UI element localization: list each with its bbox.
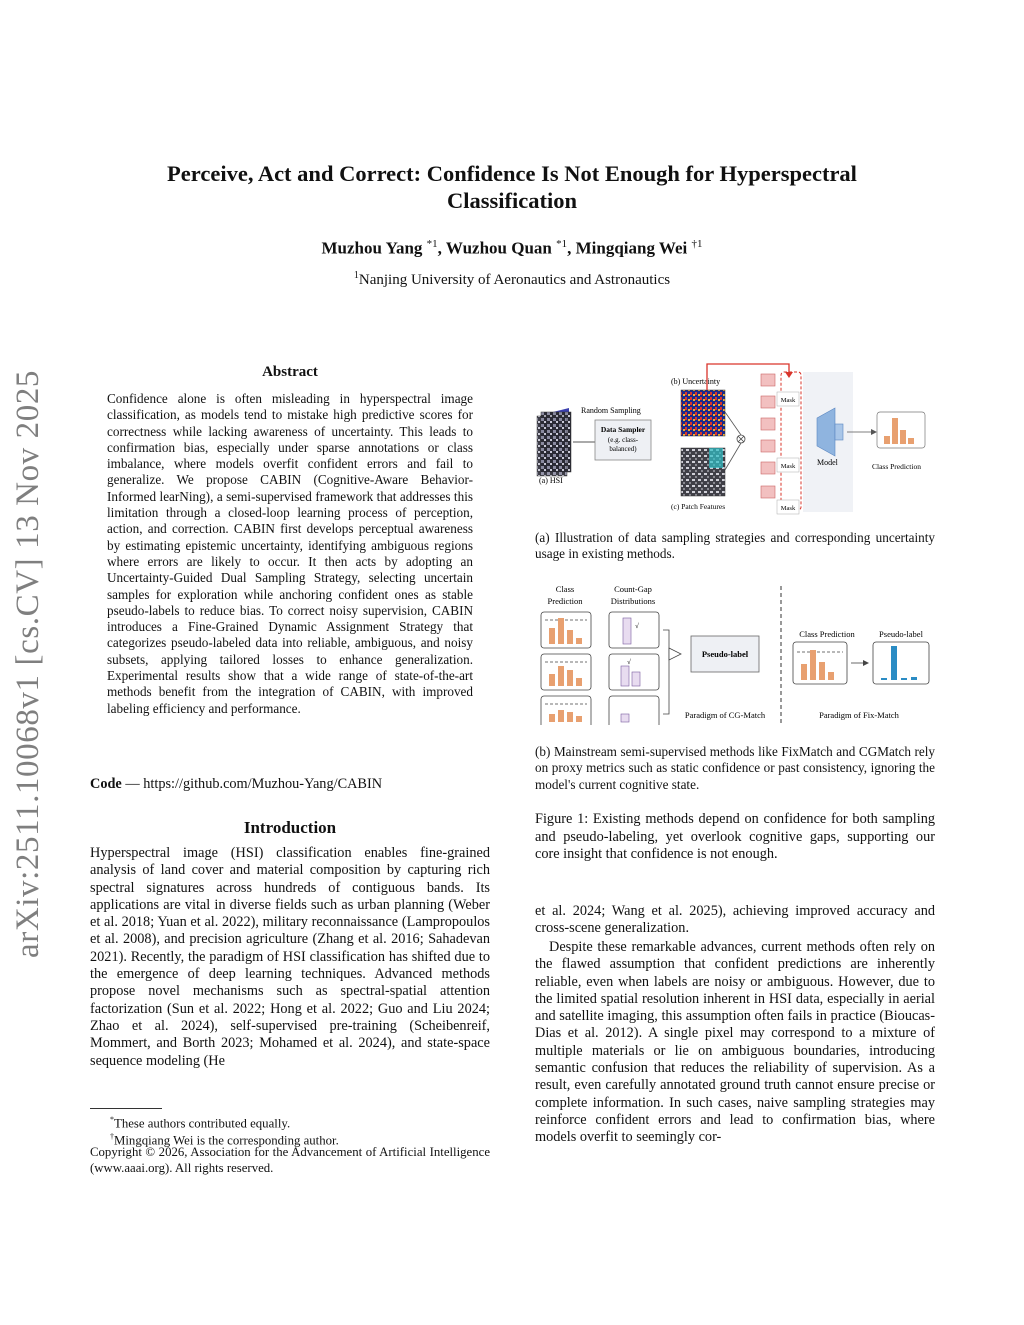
count-gap-l2: Distributions	[610, 596, 656, 606]
arrow-icon	[725, 412, 741, 435]
intro-paragraph-2: Despite these remarkable advances, current methods often rely on the flawed assumption that confident predictions are inherently reliable, even when labels are noisy or ambiguous. However, due to the limited spatial resolution inherent in HSI data, especially in aerial and satellite imaging, this assumption often fails in practice (Bioucas-Dias et al. 2012). A single pixel may correspond to a mixture of multiple materials or lie on ambiguous boundaries, introducing semantic confusion that reduces the reliability of supervision. As a result, even carefully annotated ground truth cannot ensure precise or complete information. In such cases, naive sampling strategies may reinforce confident errors and lead to confirmation bias, where models overfit to seemingly cor-	[535, 939, 935, 1146]
patch-thumb-icon	[761, 486, 775, 498]
count-gap-l1: Count-Gap	[614, 584, 652, 594]
bar-mark	[828, 672, 834, 680]
figure-1a-caption: (a) Illustration of data sampling strategies and corresponding uncertainty usage in existing methods.	[535, 530, 935, 562]
code-separator: —	[121, 776, 144, 792]
bar-mark	[549, 674, 555, 686]
bar-mark	[558, 666, 564, 686]
arrow-icon	[725, 443, 741, 470]
author-list: Muzhou Yang $^{*1}$, Wuzhou Quan $^{*1}$, Mingqiang Wei $^{\dagger 1}$	[321, 238, 703, 258]
hsi-image-icon	[537, 416, 567, 476]
arrow-icon	[669, 648, 681, 660]
bar-mark	[623, 618, 631, 644]
author-mark: †1	[691, 238, 703, 250]
bracket-icon	[663, 630, 669, 714]
patch-thumb-icon	[761, 374, 775, 386]
affiliation-text: Nanjing University of Aeronautics and Astronautics	[358, 272, 671, 288]
hsi-label: (a) HSI	[539, 476, 563, 485]
footnote-2-text: Mingqiang Wei is the corresponding author.	[114, 1133, 339, 1148]
bar-mark	[549, 714, 555, 722]
bar-mark	[900, 430, 906, 444]
patch-thumb-icon	[761, 440, 775, 452]
bar-mark	[892, 418, 898, 444]
bar-mark	[901, 678, 907, 680]
bar-mark	[549, 628, 555, 644]
mask-label: Mask	[780, 463, 796, 470]
prediction-box	[541, 612, 591, 648]
footnote-1-mark: *	[110, 1115, 114, 1124]
bar-mark	[576, 638, 582, 644]
bar-mark	[801, 664, 807, 680]
code-label: Code	[90, 776, 122, 792]
arrow-head-icon	[785, 372, 793, 378]
bar-mark	[576, 678, 582, 686]
bar-mark	[632, 672, 640, 686]
class-prediction-l1: Class	[555, 584, 575, 594]
bar-mark	[567, 630, 573, 644]
author-mark: *1	[426, 238, 438, 250]
mask-label: Mask	[780, 505, 796, 512]
author-name: Muzhou Yang	[321, 238, 423, 258]
bar-mark	[567, 712, 573, 722]
bar-mark	[881, 678, 887, 680]
patch-thumb-icon	[761, 396, 775, 408]
footnote-2-mark: †	[110, 1132, 114, 1141]
pseudo-label-right: Pseudo-label	[879, 629, 923, 639]
bar-mark	[884, 436, 890, 444]
uncertainty-map-icon	[681, 390, 725, 436]
pseudo-label-chart	[873, 642, 929, 684]
code-line	[90, 776, 490, 793]
class-prediction-label: Class Prediction	[872, 462, 921, 471]
author-name: Wuzhou Quan	[445, 238, 552, 258]
affiliation	[120, 270, 904, 289]
data-sampler-label: Data Sampler	[600, 425, 646, 434]
model-label: Model	[817, 458, 838, 467]
bar-mark	[911, 677, 917, 680]
author-mark: *1	[556, 238, 568, 250]
author-name: Mingqiang Wei	[575, 238, 688, 258]
section-heading-introduction: Introduction	[243, 818, 337, 837]
prediction-box	[541, 696, 591, 725]
patch-features-label: (c) Patch Features	[671, 502, 726, 511]
class-prediction-l2: Prediction	[547, 596, 583, 606]
patch-band-icon	[709, 448, 723, 468]
code-link[interactable]: https://github.com/Muzhou-Yang/CABIN	[143, 776, 383, 792]
mask-label: Mask	[780, 397, 796, 404]
footnote-rule	[90, 1108, 162, 1109]
cg-match-label: Paradigm of CG-Match	[684, 710, 766, 720]
bar-mark	[891, 646, 897, 680]
copyright-notice: Copyright © 2026, Association for the Advancement of Artificial Intelligence (www.aaai.org). All rights reserved.	[90, 1145, 490, 1175]
distribution-box	[609, 612, 659, 648]
figure-1-caption: Figure 1: Existing methods depend on confidence for both sampling and pseudo-labeling, yet overlook cognitive gaps, supporting our core insight that confidence is not enough.	[535, 811, 935, 862]
figure-1a-diagram	[535, 352, 935, 524]
pseudo-label-box-label: Pseudo-label	[701, 649, 749, 659]
data-sampler-sub1: (e.g. class-	[607, 436, 639, 444]
check-icon: √	[635, 622, 639, 630]
model-head-icon	[835, 424, 843, 440]
intro-paragraph-1-continued: et al. 2024; Wang et al. 2025), achieving improved accuracy and cross-scene generalization.	[535, 903, 935, 937]
abstract-text: Confidence alone is often misleading in hyperspectral image classification, as models tend to mistake high predictive scores for correctness while lacking awareness of uncertainty. This leads to confirmation bias, especially under sparse annotations or class imbalance, where models overfit confident errors and fail to generalize. We propose CABIN (Cognitive-Aware Behavior-Informed learNing), a semi-supervised framework that addresses this limitation through a closed-loop learning process of perception, action, and correction. CABIN first develops perceptual awareness by estimating epistemic uncertainty, identifying ambiguous regions where errors are likely to occur. It then acts by adopting an Uncertainty-Guided Dual Sampling Strategy, selecting uncertain samples for exploration while anchoring confident ones as stable pseudo-labels to reduce bias. To correct noisy supervision, CABIN introduces a Fine-Grained Dynamic Assignment Strategy that categorizes pseudo-labeled data into reliable, ambiguous, and noisy subsets, applying tailored losses to enhance generalization. Experimental results show that a wide range of state-of-the-art methods benefit from the integration of CABIN, with improved labeling efficiency and performance.	[107, 391, 473, 716]
bar-mark	[558, 618, 564, 644]
bar-mark	[558, 710, 564, 722]
patch-thumb-icon	[761, 418, 775, 430]
bar-mark	[621, 666, 629, 686]
random-sampling-label: Random Sampling	[581, 406, 641, 415]
bar-mark	[819, 662, 825, 680]
bar-mark	[567, 670, 573, 686]
arrow-head-icon	[871, 429, 877, 435]
affiliation-mark: 1	[353, 270, 359, 281]
footnote-1-text: These authors contributed equally.	[114, 1116, 291, 1131]
figure-1b-caption: (b) Mainstream semi-supervised methods like FixMatch and CGMatch rely on proxy metrics such as static confidence or past consistency, ignoring the model's current cognitive state.	[535, 744, 935, 792]
bar-mark	[621, 714, 629, 722]
bar-mark	[576, 716, 582, 722]
check-icon: √	[627, 658, 631, 666]
uncertainty-label: (b) Uncertainty	[671, 377, 721, 386]
fix-match-label: Paradigm of Fix-Match	[819, 710, 899, 720]
arxiv-stamp: arXiv:2511.10068v1 [cs.CV] 13 Nov 2025	[10, 369, 46, 958]
bar-mark	[810, 650, 816, 680]
patch-thumb-icon	[761, 462, 775, 474]
arrow-head-icon	[863, 660, 869, 666]
figure-1b-diagram	[535, 580, 935, 725]
paper-title: Perceive, Act and Correct: Confidence Is Not Enough for Hyperspectral Classification	[167, 161, 857, 213]
data-sampler-sub2: balanced)	[609, 445, 637, 453]
distribution-box	[609, 696, 659, 725]
prediction-box	[541, 654, 591, 690]
bar-mark	[908, 438, 914, 444]
abstract-heading: Abstract	[262, 364, 318, 380]
class-prediction-right: Class Prediction	[799, 629, 855, 639]
intro-paragraph-1: Hyperspectral image (HSI) classification enables fine-grained analysis of land cover and material composition by capturing rich spectral signatures across hundreds of contiguous bands. Its applications are vital in diverse fields such as urban planning (Weber et al. 2018; Yuan et al. 2022), military reconnaissance (Lampropoulos et al. 2008), and precision agriculture (Zhang et al. 2016; Sahadevan 2021). Recently, the paradigm of HSI classification has shifted due to the emergence of deep learning techniques. Advanced methods propose novel mechanisms such as spectral-spatial attention factorization (Sun et al. 2022; Hong et al. 2022; Guo and Liu 2024; Zhao et al. 2024), self-supervised pre-training (Scheibenreif, Mommert, and Borth 2023; Mohamed et al. 2024), and state-space sequence modeling (He	[90, 845, 490, 1069]
